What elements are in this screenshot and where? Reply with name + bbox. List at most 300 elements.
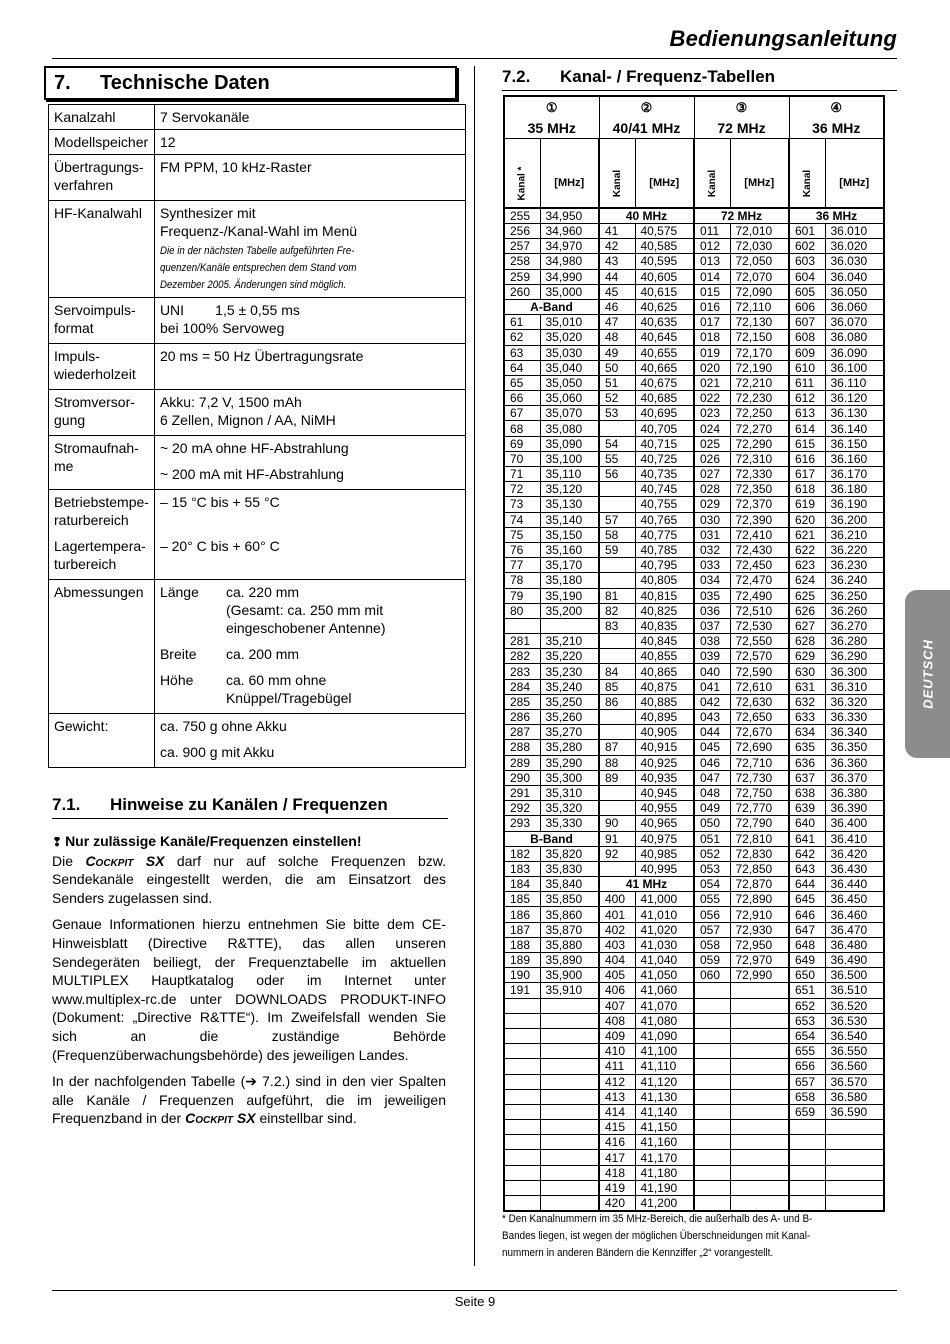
channel-cell [599,634,635,649]
table-row [504,224,884,239]
frequency-cell: 72,190 [730,360,789,375]
channel-cell: 651 [789,983,825,998]
frequency-cell: 35,840 [540,877,599,892]
channel-cell [504,1135,540,1150]
frequency-cell: 41,000 [635,892,694,907]
frequency-cell: 36.330 [825,710,884,725]
frequency-cell: 72,290 [730,436,789,451]
table-row [504,725,884,740]
band-number-row [504,96,884,118]
channel-cell: 021 [694,375,730,390]
channel-cell: 76 [504,542,540,557]
channel-cell: 629 [789,649,825,664]
frequency-cell: 72,970 [730,953,789,968]
channel-cell: 639 [789,801,825,816]
header-rule [52,58,897,59]
frequency-cell: 35,870 [540,922,599,937]
channel-cell: 044 [694,725,730,740]
frequency-cell: 36.550 [825,1044,884,1059]
channel-cell [504,1180,540,1195]
channel-cell: 285 [504,694,540,709]
table-row [504,375,884,390]
table-row [504,968,884,983]
table-row [504,588,884,603]
column-divider [474,66,475,1266]
channel-cell: 621 [789,527,825,542]
spec-label: Abmessungen [49,580,155,714]
spec-value: UNI 1,5 ± 0,55 ms bei 100% Servoweg [154,298,465,344]
channel-cell: 618 [789,482,825,497]
channel-cell [694,1150,730,1165]
dimension-value: ca. 220 mm (Gesamt: ca. 250 mm mit eingeschobener Antenne) [225,584,386,636]
section-72-number: 7.2. [502,67,531,86]
section-71-heading [52,795,388,815]
channel-cell [694,998,730,1013]
channel-cell: 419 [599,1180,635,1195]
paragraph-text: einstellbar sind. [255,1110,357,1127]
frequency-cell: 36.290 [825,649,884,664]
mhz-label: [MHz] [825,138,884,208]
channel-cell: 291 [504,785,540,800]
frequency-cell [730,1135,789,1150]
table-row [504,573,884,588]
table-row [504,284,884,299]
channel-cell: 048 [694,785,730,800]
frequency-cell: 36.250 [825,588,884,603]
frequency-cell: 41,130 [635,1089,694,1104]
spec-value: ca. 900 g mit Akku [159,744,275,760]
frequency-cell: 41,170 [635,1150,694,1165]
frequency-cell: 72,530 [730,618,789,633]
channel-cell: 66 [504,391,540,406]
frequency-cell: 36.020 [825,239,884,254]
channel-cell: 409 [599,1028,635,1043]
table-row [504,785,884,800]
spec-value: ca. 750 g ohne Akku [159,718,287,734]
frequency-cell: 36.230 [825,558,884,573]
frequency-cell: 72,390 [730,512,789,527]
channel-cell: 628 [789,634,825,649]
frequency-cell: 40,905 [635,725,694,740]
channel-cell [504,618,540,633]
channel-cell: 80 [504,603,540,618]
channel-cell: 410 [599,1044,635,1059]
channel-cell [504,1120,540,1135]
channel-cell: 61 [504,315,540,330]
frequency-cell: 34,990 [540,269,599,284]
channel-cell: 650 [789,968,825,983]
frequency-cell: 36.540 [825,1028,884,1043]
warning-icon: ❢ [52,835,63,849]
spec-value: Akku: 7,2 V, 1500 mAh 6 Zellen, Mignon / AA, NiMH [154,390,465,436]
channel-cell: 408 [599,1013,635,1028]
channel-cell: 289 [504,755,540,770]
channel-cell: 031 [694,527,730,542]
channel-cell: 281 [504,634,540,649]
frequency-cell: 36.180 [825,482,884,497]
channel-cell: 75 [504,527,540,542]
channel-cell: 420 [599,1196,635,1212]
table-row [504,603,884,618]
channel-cell: 42 [599,239,635,254]
channel-cell: 401 [599,907,635,922]
channel-cell: 290 [504,770,540,785]
frequency-cell: 36.380 [825,785,884,800]
channel-cell [599,482,635,497]
table-row [504,254,884,269]
channel-cell: 81 [599,588,635,603]
channel-cell: 256 [504,224,540,239]
spec-label: HF-Kanalwahl [49,201,155,298]
channel-cell [694,1013,730,1028]
frequency-cell: 40,675 [635,375,694,390]
channel-cell: 054 [694,877,730,892]
frequency-cell: 36.160 [825,451,884,466]
table-row [504,1044,884,1059]
frequency-cell: 72,230 [730,391,789,406]
frequency-cell: 72,370 [730,497,789,512]
frequency-cell: 41,200 [635,1196,694,1212]
frequency-cell: 36.080 [825,330,884,345]
spec-value: 20 ms = 50 Hz Übertragungsrate [154,344,465,390]
channel-cell: 404 [599,953,635,968]
channel-cell: 47 [599,315,635,330]
frequency-cell: 35,310 [540,785,599,800]
table-row [504,406,884,421]
channel-cell: 293 [504,816,540,831]
frequency-cell: 41,020 [635,922,694,937]
table-row [504,846,884,861]
section-7-heading [44,66,457,100]
table-row [504,482,884,497]
frequency-cell: 72,270 [730,421,789,436]
frequency-cell: 40,665 [635,360,694,375]
warning-title: Nur zulässige Kanäle/Frequenzen einstellen! [65,833,362,849]
frequency-cell: 40,895 [635,710,694,725]
band-name: 36 MHz [789,118,884,138]
channel-cell: 282 [504,649,540,664]
frequency-cell: 72,310 [730,451,789,466]
spec-value: 12 [154,130,465,155]
spec-label: Übertragungs- verfahren [49,155,155,201]
frequency-cell: 41,070 [635,998,694,1013]
frequency-cell: 72,090 [730,284,789,299]
frequency-cell: 35,260 [540,710,599,725]
spec-label: Modellspeicher [49,130,155,155]
frequency-cell: 40,605 [635,269,694,284]
spec-row-kanalzahl [49,105,466,130]
spec-row-strom [49,390,466,436]
frequency-cell [825,1196,884,1212]
channel-cell: 624 [789,573,825,588]
frequency-cell: 35,320 [540,801,599,816]
frequency-cell: 36.390 [825,801,884,816]
table-row [504,861,884,876]
frequency-cell: 41,010 [635,907,694,922]
channel-cell: 645 [789,892,825,907]
channel-cell: 67 [504,406,540,421]
channel-cell: 411 [599,1059,635,1074]
table-row [504,877,884,892]
table-row [504,998,884,1013]
channel-cell: 053 [694,861,730,876]
channel-cell: 257 [504,239,540,254]
frequency-cell: 72,790 [730,816,789,831]
frequency-cell: 40,805 [635,573,694,588]
frequency-cell: 41,050 [635,968,694,983]
spec-row-uebertragung [49,155,466,201]
frequency-cell: 41,080 [635,1013,694,1028]
channel-cell: 648 [789,937,825,952]
frequency-cell: 36.150 [825,436,884,451]
table-row [504,360,884,375]
spec-label: Stromaufnah- me [49,436,155,490]
channel-cell: 82 [599,603,635,618]
frequency-cell: 72,510 [730,603,789,618]
frequency-cell: 36.470 [825,922,884,937]
frequency-cell: 35,280 [540,740,599,755]
channel-cell: 406 [599,983,635,998]
frequency-cell: 72,770 [730,801,789,816]
frequency-cell: 72,130 [730,315,789,330]
mhz-label: [MHz] [540,138,599,208]
channel-cell [599,710,635,725]
frequency-cell: 35,100 [540,451,599,466]
channel-cell: 50 [599,360,635,375]
channel-cell: 609 [789,345,825,360]
frequency-cell [730,1044,789,1059]
table-row [504,1180,884,1195]
frequency-cell [540,998,599,1013]
channel-cell: 604 [789,269,825,284]
channel-cell: 57 [599,512,635,527]
channel-cell [789,1120,825,1135]
table-footnote: * Den Kanalnummern im 35 MHz-Bereich, die außerhalb des A- und B- Bandes liegen, ist wegen der möglichen Überschneidungen mit Kanal- nummern in anderen Bändern die Kennziffer „2“ vorangestellt. [502,1213,813,1259]
channel-cell: 606 [789,299,825,314]
channel-cell [599,497,635,512]
channel-cell: 646 [789,907,825,922]
frequency-cell: 41,150 [635,1120,694,1135]
channel-cell: 415 [599,1120,635,1135]
table-row [504,1028,884,1043]
dimension-value: ca. 200 mm [225,646,300,662]
frequency-cell [730,1074,789,1089]
frequency-cell [540,1013,599,1028]
section-71-body [52,832,446,1136]
table-row [504,1150,884,1165]
channel-cell: 028 [694,482,730,497]
frequency-cell: 40,795 [635,558,694,573]
language-side-tab [905,590,950,758]
channel-cell: 633 [789,710,825,725]
channel-cell: 622 [789,542,825,557]
frequency-cell: 40,955 [635,801,694,816]
channel-cell: 186 [504,907,540,922]
frequency-cell: 36.520 [825,998,884,1013]
channel-cell: 607 [789,315,825,330]
frequency-cell: 35,040 [540,360,599,375]
channel-cell: 616 [789,451,825,466]
channel-cell: 92 [599,846,635,861]
channel-cell [599,801,635,816]
channel-cell: 78 [504,573,540,588]
frequency-cell: 35,160 [540,542,599,557]
channel-cell: 182 [504,846,540,861]
channel-cell [694,1059,730,1074]
channel-cell: 634 [789,725,825,740]
frequency-cell: 40,595 [635,254,694,269]
frequency-cell: 40,985 [635,846,694,861]
frequency-cell: 36.280 [825,634,884,649]
channel-cell: 610 [789,360,825,375]
frequency-cell: 41,140 [635,1104,694,1119]
channel-cell [599,785,635,800]
frequency-cell: 35,890 [540,953,599,968]
channel-cell: 025 [694,436,730,451]
spec-value: FM PPM, 10 kHz-Raster [154,155,465,201]
frequency-cell [540,1028,599,1043]
frequency-cell: 36.100 [825,360,884,375]
channel-cell: 68 [504,421,540,436]
channel-cell: 402 [599,922,635,937]
channel-cell: 52 [599,391,635,406]
frequency-cell: 72,850 [730,861,789,876]
spec-table [48,104,466,768]
frequency-table [503,95,885,1212]
channel-cell: 184 [504,877,540,892]
spec-label: Kanalzahl [49,105,155,130]
channel-cell: 85 [599,679,635,694]
band-label-cell: 40 MHz [599,208,694,224]
channel-cell [599,649,635,664]
frequency-cell: 36.300 [825,664,884,679]
table-row [504,345,884,360]
channel-cell: 189 [504,953,540,968]
frequency-cell: 72,050 [730,254,789,269]
frequency-cell [730,1150,789,1165]
channel-cell: 023 [694,406,730,421]
frequency-cell: 35,150 [540,527,599,542]
table-row [504,755,884,770]
table-row [504,467,884,482]
frequency-cell: 41,040 [635,953,694,968]
frequency-cell [730,1120,789,1135]
channel-cell [694,1165,730,1180]
band-label-cell: B-Band [504,831,599,846]
frequency-cell: 35,330 [540,816,599,831]
band-number: ④ [789,96,884,118]
channel-cell: 649 [789,953,825,968]
channel-cell [694,1089,730,1104]
table-row [504,1059,884,1074]
channel-cell: 017 [694,315,730,330]
frequency-cell: 35,820 [540,846,599,861]
channel-cell: 027 [694,467,730,482]
table-row [504,208,884,224]
frequency-cell: 36.590 [825,1104,884,1119]
spec-label: Servoimpuls- format [49,298,155,344]
channel-cell: 655 [789,1044,825,1059]
spec-row-gewicht [49,714,466,768]
frequency-cell: 40,655 [635,345,694,360]
frequency-cell [540,1120,599,1135]
frequency-cell: 35,130 [540,497,599,512]
paragraph-text: In der nachfolgenden Tabelle (➔ 7.2.) sind in den vier Spalten alle Kanäle / Frequenzen aufgeführt, die im jeweiligen Frequenzband in der [52,1073,446,1127]
channel-cell [504,1074,540,1089]
table-row [504,679,884,694]
channel-cell: 91 [599,831,635,846]
language-tab-label: DEUTSCH [920,639,935,709]
frequency-cell [540,1135,599,1150]
frequency-cell: 36.320 [825,694,884,709]
channel-cell: 53 [599,406,635,421]
brand-name: Cockpit SX [185,1110,256,1127]
frequency-cell: 36.460 [825,907,884,922]
table-row [504,801,884,816]
frequency-cell: 72,430 [730,542,789,557]
frequency-cell: 41,190 [635,1180,694,1195]
frequency-cell: 72,730 [730,770,789,785]
frequency-cell: 40,645 [635,330,694,345]
band-label-cell: 72 MHz [694,208,789,224]
channel-cell: 653 [789,1013,825,1028]
table-row [504,330,884,345]
frequency-cell [730,1059,789,1074]
channel-cell: 022 [694,391,730,406]
frequency-cell: 40,755 [635,497,694,512]
frequency-cell: 40,775 [635,527,694,542]
spec-row-abmessungen [49,580,466,714]
frequency-cell: 72,830 [730,846,789,861]
frequency-cell [730,1089,789,1104]
dimension-value: ca. 60 mm ohne Knüppel/Tragebügel [225,672,352,706]
channel-cell: 185 [504,892,540,907]
channel-cell: 647 [789,922,825,937]
channel-cell: 601 [789,224,825,239]
frequency-cell: 35,850 [540,892,599,907]
frequency-cell: 36.090 [825,345,884,360]
channel-cell: 630 [789,664,825,679]
spec-row-impuls [49,344,466,390]
frequency-cell: 35,010 [540,315,599,330]
channel-cell: 019 [694,345,730,360]
channel-cell: 627 [789,618,825,633]
channel-cell: 283 [504,664,540,679]
frequency-cell: 41,180 [635,1165,694,1180]
table-row [504,710,884,725]
frequency-cell: 40,745 [635,482,694,497]
frequency-cell: 72,930 [730,922,789,937]
channel-cell: 047 [694,770,730,785]
table-row [504,922,884,937]
dimension-key: Höhe [159,672,194,688]
spec-value: Synthesizer mit Frequenz-/Kanal-Wahl im Menü [159,205,358,239]
frequency-cell: 36.450 [825,892,884,907]
channel-cell: 046 [694,755,730,770]
frequency-cell: 35,910 [540,983,599,998]
frequency-cell: 36.110 [825,375,884,390]
frequency-cell: 72,890 [730,892,789,907]
channel-cell: 060 [694,968,730,983]
channel-cell: 65 [504,375,540,390]
footer-rule [52,1290,897,1291]
channel-cell [789,1196,825,1212]
band-name: 35 MHz [504,118,599,138]
channel-cell: 024 [694,421,730,436]
channel-cell [504,1104,540,1119]
frequency-cell: 36.490 [825,953,884,968]
frequency-cell: 40,845 [635,634,694,649]
